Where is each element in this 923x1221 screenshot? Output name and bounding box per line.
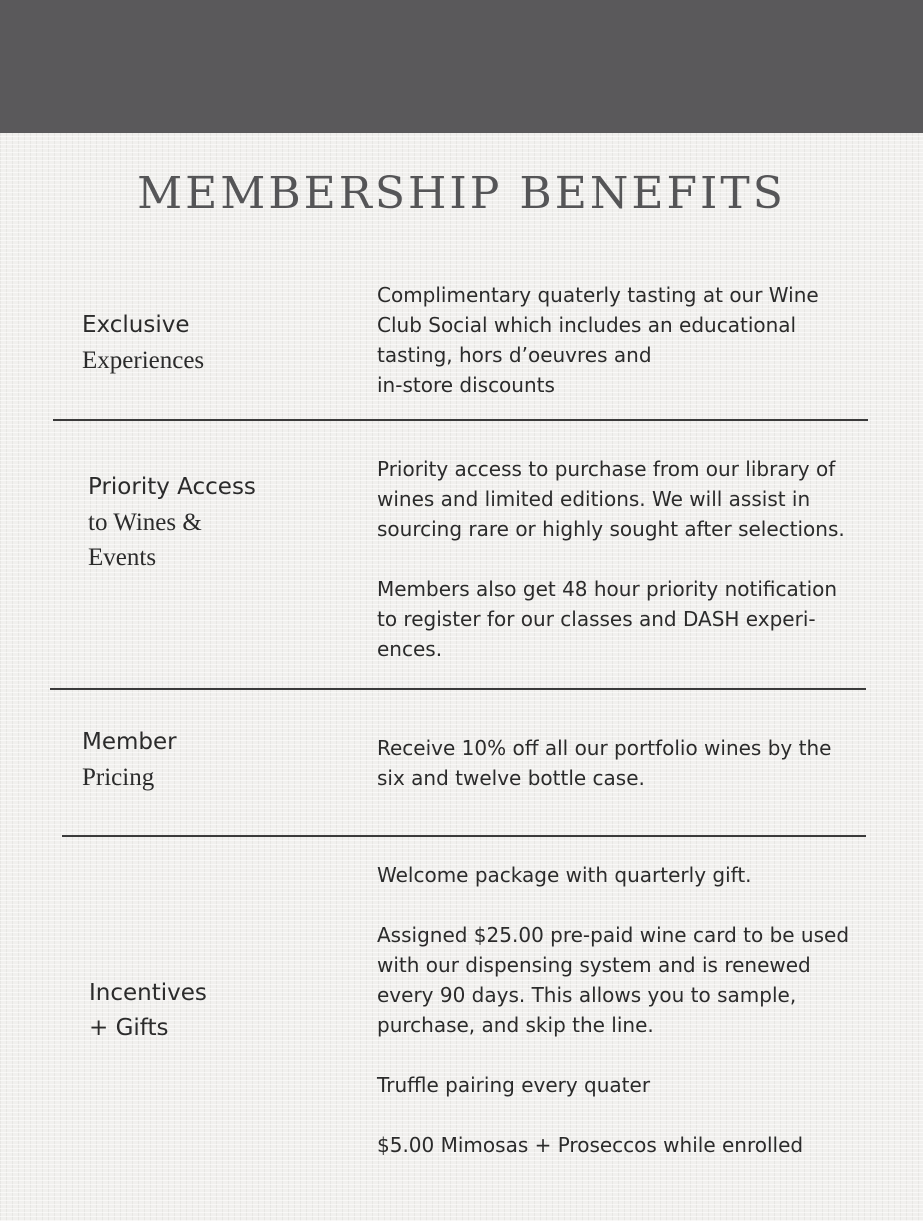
benefit-paragraph: Welcome package with quarterly gift.	[377, 863, 752, 887]
benefit-label	[82, 725, 177, 795]
benefit-paragraph: Members also get 48 hour priority notification to register for our classes and DASH experi- ences.	[377, 577, 838, 661]
section-divider	[53, 419, 868, 421]
section-divider	[50, 688, 866, 690]
benefit-description	[377, 454, 897, 664]
benefit-paragraph: Complimentary quaterly tasting at our Wine Club Social which includes an educational tasting, hors d’oeuvres and in-store discounts	[377, 283, 819, 397]
benefit-label-line: Experiences	[82, 347, 205, 374]
header-bar	[0, 0, 923, 133]
benefit-label	[82, 308, 204, 378]
benefit-description	[377, 280, 897, 400]
benefit-label-line: to Wines &	[88, 509, 202, 536]
section-divider	[62, 835, 866, 837]
benefit-label-line: Pricing	[82, 764, 155, 791]
benefit-paragraph: $5.00 Mimosas + Proseccos while enrolled	[377, 1133, 804, 1157]
benefit-label	[88, 470, 256, 575]
benefit-paragraph: Priority access to purchase from our library of wines and limited editions. We will assist in sourcing rare or highly sought after selections.	[377, 457, 845, 541]
benefit-description	[377, 860, 897, 1160]
benefit-description	[377, 733, 897, 793]
page-title: MEMBERSHIP BENEFITS	[137, 168, 786, 219]
benefit-paragraph: Receive 10% off all our portfolio wines by the six and twelve bottle case.	[377, 736, 832, 790]
benefit-label-line: Priority Access	[88, 474, 256, 500]
benefit-label-line: Member	[82, 729, 177, 755]
benefit-label-line: Events	[88, 544, 157, 571]
benefit-label	[89, 976, 207, 1046]
benefit-label-line: + Gifts	[89, 1015, 169, 1041]
benefit-label-line: Exclusive	[82, 312, 190, 338]
benefit-paragraph: Truffle pairing every quater	[377, 1073, 651, 1097]
benefit-paragraph: Assigned $25.00 pre-paid wine card to be used with our dispensing system and is renewed every 90 days. This allows you to sample, purchase, and skip the line.	[377, 923, 850, 1037]
benefit-label-line: Incentives	[89, 980, 207, 1006]
